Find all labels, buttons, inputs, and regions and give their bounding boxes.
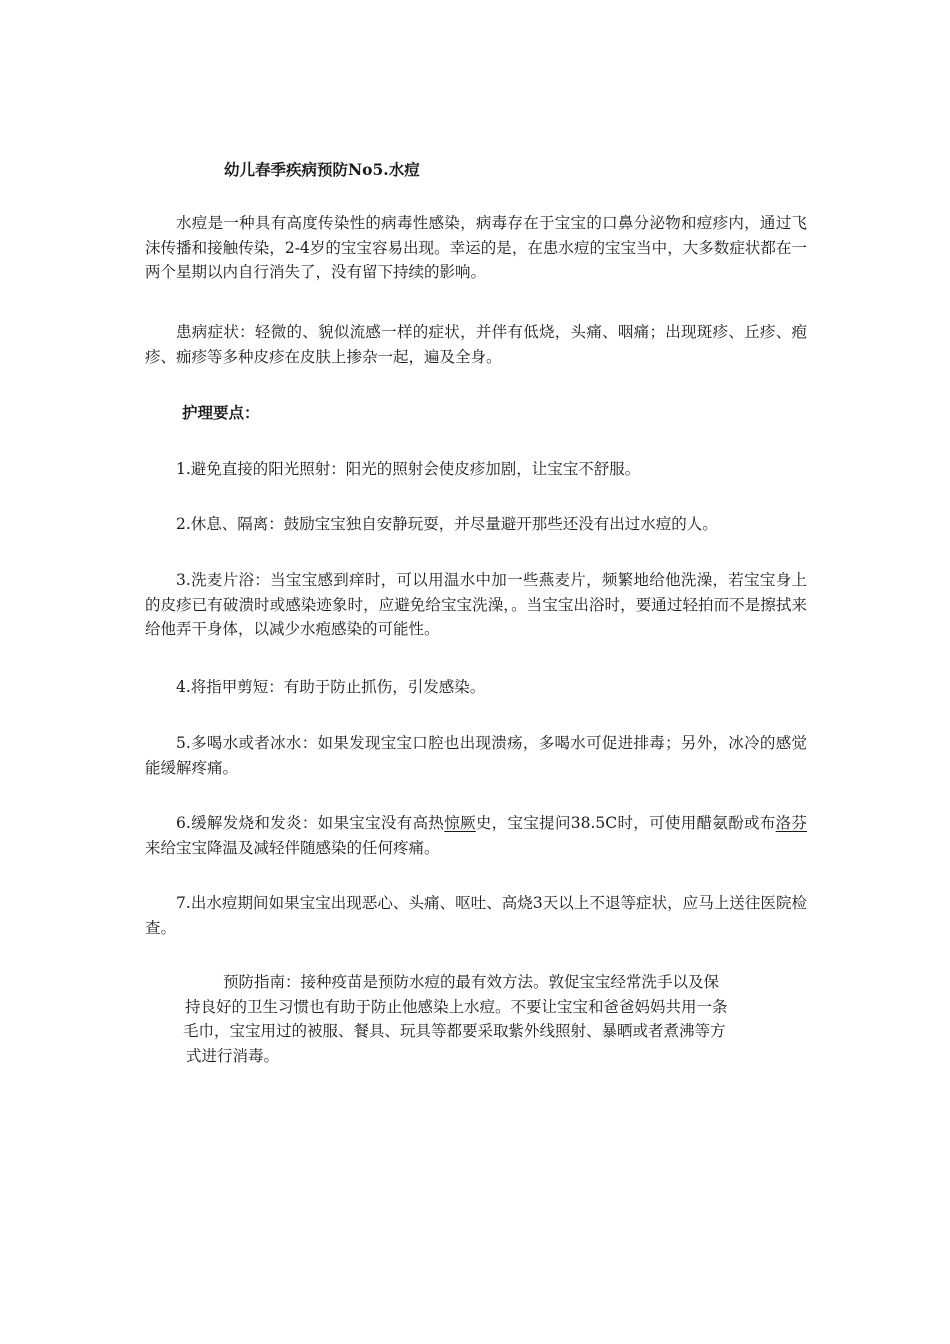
convulsion-link[interactable]: 惊厥 xyxy=(444,814,476,832)
care-item-1: 1.避免直接的阳光照射：阳光的照射会使皮疹加剧，让宝宝不舒服。 xyxy=(176,460,641,478)
prevention-line-2: 持良好的卫生习惯也有助于防止他感染上水痘。不要让宝宝和爸爸妈妈共用一条 xyxy=(185,997,728,1016)
prevention-line-4: 式进行消毒。 xyxy=(186,1047,280,1066)
care-item-3: 3.洗麦片浴：当宝宝感到痒时，可以用温水中加一些燕麦片，频繁地给他洗澡，若宝宝身上的皮疹已有破溃时或感染迹象时，应避免给宝宝洗澡，。当宝宝出浴时，要通过轻拍而不是擦拭来给他弄干身体，以减少水疱感染的可能性。 xyxy=(145,571,807,638)
prevention-line-1: 预防指南：接种疫苗是预防水痘的最有效方法。敦促宝宝经常洗手以及保 xyxy=(223,973,720,991)
care-item-6-text-a: 6.缓解发烧和发炎：如果宝宝没有高热 xyxy=(176,814,445,832)
care-item-5: 5.多喝水或者冰水：如果发现宝宝口腔也出现溃疡，多喝水可促进排毒；另外，冰冷的感觉能缓解疼痛。 xyxy=(145,734,807,777)
care-heading: 护理要点： xyxy=(182,403,260,422)
care-item-6-text-c: 来给宝宝降温及减轻伴随感染的任何疼痛。 xyxy=(145,838,440,857)
intro-paragraph: 水痘是一种具有高度传染性的病毒性感染，病毒存在于宝宝的口鼻分泌物和痘疹内，通过飞沫传播和接触传染，2-4岁的宝宝容易出现。幸运的是，在患水痘的宝宝当中，大多数症状都在一两个星期以内自行消失了，没有留下持续的影响。 xyxy=(145,214,807,281)
care-item-4: 4.将指甲剪短：有助于防止抓伤，引发感染。 xyxy=(176,678,486,696)
ibuprofen-link[interactable]: 洛芬 xyxy=(775,814,807,832)
symptoms-paragraph: 患病症状：轻微的、貌似流感一样的症状，并伴有低烧，头痛、咽痛；出现斑疹、丘疹、疱疹、痂疹等多种皮疹在皮肤上掺杂一起，遍及全身。 xyxy=(145,323,807,366)
care-item-2: 2.休息、隔离：鼓励宝宝独自安静玩耍，并尽量避开那些还没有出过水痘的人。 xyxy=(176,515,718,533)
care-item-6 xyxy=(145,811,807,860)
care-item-6-text-b: 史，宝宝提问38.5C时，可使用醋氨酚或布 xyxy=(475,814,776,832)
care-item-7: 7.出水痘期间如果宝宝出现恶心、头痛、呕吐、高烧3天以上不退等症状，应马上送往医院检查。 xyxy=(145,894,807,937)
prevention-paragraph xyxy=(183,970,783,1069)
document-title: 幼儿春季疾病预防No5.水痘 xyxy=(224,160,420,179)
prevention-line-3: 毛巾，宝宝用过的被服、餐具、玩具等都要采取紫外线照射、暴晒或者煮沸等方 xyxy=(183,1022,726,1041)
